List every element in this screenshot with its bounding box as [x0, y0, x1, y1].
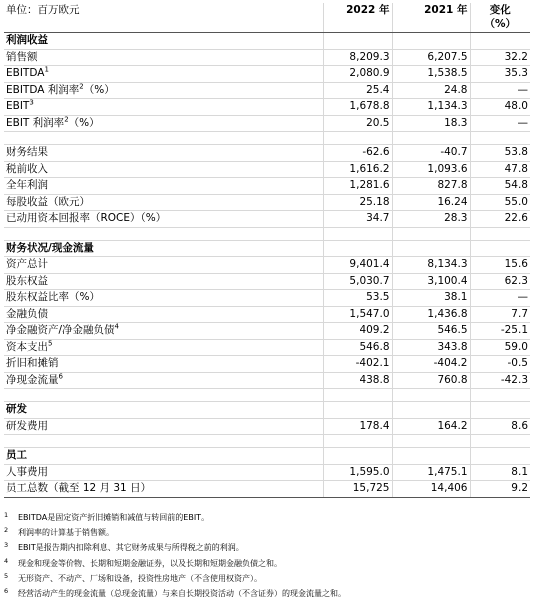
value-2022: 8,209.3 — [323, 49, 392, 66]
footnote-text: EBITDA是固定资产折旧摊销和减值与转回前的EBIT。 — [18, 513, 210, 522]
footnote-text: 现金和现金等价物、长期和短期金融证券，以及长期和短期金融负债之和。 — [18, 558, 282, 568]
value-2022 — [323, 33, 392, 50]
row-label — [4, 178, 323, 195]
row-label-text: 金融负债 — [6, 307, 48, 320]
row-label-text: 财务结果 — [6, 146, 48, 159]
footnote — [4, 586, 530, 601]
table-row — [4, 49, 530, 66]
section-header-row — [4, 33, 530, 50]
value-change — [470, 402, 530, 419]
spacer-row — [4, 435, 530, 448]
footnote-marker: 1 — [44, 65, 49, 74]
value-2021: 28.3 — [392, 211, 470, 228]
value-2022: 1,616.2 — [323, 161, 392, 178]
value-change: 22.6 — [470, 211, 530, 228]
footnote-number: 1 — [4, 511, 9, 519]
unit-label: 单位：百万欧元 — [4, 3, 323, 33]
value-2022: 1,281.6 — [323, 178, 392, 195]
row-label-text: EBIT — [6, 100, 30, 113]
row-label — [4, 66, 323, 83]
footnote — [4, 556, 530, 571]
value-2022 — [323, 448, 392, 465]
column-header-2022: 2022 年 — [323, 3, 392, 33]
footnote-text: 无形资产、不动产、厂场和设备，投资性房地产（不含使用权资产）。 — [18, 573, 262, 583]
value-2022 — [323, 435, 392, 448]
footnote-marker: 6 — [58, 372, 63, 381]
row-label-text: 财务状况/现金流量 — [6, 241, 94, 254]
footnote-number: 3 — [4, 541, 9, 550]
value-2022: 5,030.7 — [323, 273, 392, 290]
value-2021: 6,207.5 — [392, 49, 470, 66]
row-label-text: 股东权益比率（%） — [6, 291, 100, 304]
value-change — [470, 33, 530, 50]
section-header-row — [4, 448, 530, 465]
value-2021 — [392, 227, 470, 240]
section-title — [4, 33, 323, 50]
row-label — [4, 257, 323, 274]
value-2022: 409.2 — [323, 323, 392, 340]
row-label-text: 净金融资产/净金融负债 — [6, 324, 115, 337]
row-label-suffix: （%） — [83, 83, 115, 96]
row-label — [4, 82, 323, 99]
table-row — [4, 178, 530, 195]
row-label-text: 资本支出 — [6, 340, 48, 353]
financial-table — [4, 3, 530, 498]
row-label — [4, 132, 323, 145]
value-2022 — [323, 227, 392, 240]
footnote — [4, 510, 530, 525]
row-label-text: 税前收入 — [6, 162, 48, 175]
table-row — [4, 66, 530, 83]
value-change: — — [470, 115, 530, 132]
value-2022: 1,678.8 — [323, 99, 392, 116]
value-2021: 3,100.4 — [392, 273, 470, 290]
column-header-2021: 2021 年 — [392, 3, 470, 33]
row-label-text: EBITDA 利润率 — [6, 83, 80, 96]
row-label-suffix: （%） — [68, 116, 100, 129]
table-row — [4, 418, 530, 435]
row-label — [4, 389, 323, 402]
value-change: -42.3 — [470, 372, 530, 389]
value-2021 — [392, 402, 470, 419]
value-change: — — [470, 82, 530, 99]
row-label — [4, 481, 323, 498]
footnote-number: 6 — [4, 587, 9, 596]
table-row — [4, 273, 530, 290]
section-title — [4, 402, 323, 419]
value-change: 32.2 — [470, 49, 530, 66]
value-2022: 438.8 — [323, 372, 392, 389]
value-2022: 1,595.0 — [323, 464, 392, 481]
value-change — [470, 448, 530, 465]
footnote — [4, 540, 530, 555]
value-2021: 546.5 — [392, 323, 470, 340]
row-label-text: 研发 — [6, 403, 27, 416]
value-change: 15.6 — [470, 257, 530, 274]
row-label — [4, 435, 323, 448]
value-2021: 8,134.3 — [392, 257, 470, 274]
table-row — [4, 323, 530, 340]
row-label-text: 股东权益 — [6, 274, 48, 287]
table-row — [4, 464, 530, 481]
value-2021: 18.3 — [392, 115, 470, 132]
value-2021: 760.8 — [392, 372, 470, 389]
value-change: 9.2 — [470, 481, 530, 498]
value-2021 — [392, 389, 470, 402]
value-2022: 1,547.0 — [323, 306, 392, 323]
table-row — [4, 356, 530, 373]
value-change: 8.6 — [470, 418, 530, 435]
footnote-text: 经营活动产生的现金流量（总现金流量）与来自长期投资活动（不含证券）的现金流量之和。 — [18, 589, 346, 599]
row-label — [4, 227, 323, 240]
value-change — [470, 389, 530, 402]
value-change: 47.8 — [470, 161, 530, 178]
value-2021: -40.7 — [392, 145, 470, 162]
footnote-number: 2 — [4, 526, 9, 535]
change-header-line1: 变化 — [489, 4, 511, 16]
value-change: 53.8 — [470, 145, 530, 162]
footnote-text: 利润率的计算基于销售额。 — [18, 528, 114, 538]
row-label — [4, 273, 323, 290]
value-2021: 1,538.5 — [392, 66, 470, 83]
row-label — [4, 306, 323, 323]
value-2021: 1,475.1 — [392, 464, 470, 481]
row-label-text: 全年利润 — [6, 179, 48, 192]
row-label — [4, 99, 323, 116]
value-2022: 53.5 — [323, 290, 392, 307]
value-2022 — [323, 132, 392, 145]
value-2022 — [323, 240, 392, 257]
value-2021: 1,134.3 — [392, 99, 470, 116]
value-2021: 164.2 — [392, 418, 470, 435]
value-2021: 827.8 — [392, 178, 470, 195]
section-header-row — [4, 240, 530, 257]
row-label-text: 折旧和摊销 — [6, 357, 59, 370]
row-label-text: 员工总数（截至 12 月 31 日） — [6, 482, 152, 495]
row-label-text: 员工 — [6, 449, 27, 462]
value-change: -25.1 — [470, 323, 530, 340]
table-row — [4, 211, 530, 228]
value-2022: 546.8 — [323, 339, 392, 356]
row-label-text: 资产总计 — [6, 258, 48, 271]
table-row — [4, 290, 530, 307]
row-label — [4, 323, 323, 340]
value-change — [470, 240, 530, 257]
value-2022: 178.4 — [323, 418, 392, 435]
value-2021: 16.24 — [392, 194, 470, 211]
table-row — [4, 145, 530, 162]
value-2021 — [392, 435, 470, 448]
table-row — [4, 481, 530, 498]
value-2022: 25.4 — [323, 82, 392, 99]
change-header-line2: （%） — [484, 18, 517, 30]
value-2021 — [392, 240, 470, 257]
value-change: 48.0 — [470, 99, 530, 116]
value-change: 35.3 — [470, 66, 530, 83]
section-header-row — [4, 402, 530, 419]
table-row — [4, 257, 530, 274]
row-label — [4, 145, 323, 162]
spacer-row — [4, 132, 530, 145]
value-2021: 1,436.8 — [392, 306, 470, 323]
value-2022 — [323, 389, 392, 402]
row-label-text: 人事费用 — [6, 465, 48, 478]
value-change: -0.5 — [470, 356, 530, 373]
table-row — [4, 115, 530, 132]
footnote — [4, 525, 530, 540]
row-label — [4, 418, 323, 435]
row-label-text: 销售额 — [6, 50, 38, 63]
value-2021: 1,093.6 — [392, 161, 470, 178]
row-label — [4, 49, 323, 66]
footnote-marker: 4 — [114, 322, 120, 331]
table-header-row — [4, 3, 530, 33]
footnote — [4, 571, 530, 586]
row-label-text: 利润收益 — [6, 34, 48, 47]
value-change: 55.0 — [470, 194, 530, 211]
row-label-text: EBITDA — [6, 67, 45, 80]
value-change — [470, 435, 530, 448]
row-label-text: 研发费用 — [6, 419, 48, 432]
table-row — [4, 372, 530, 389]
table-row — [4, 82, 530, 99]
footnote-marker: 3 — [29, 98, 34, 107]
row-label — [4, 194, 323, 211]
value-2022: 34.7 — [323, 211, 392, 228]
value-change: 59.0 — [470, 339, 530, 356]
value-2022: 15,725 — [323, 481, 392, 498]
value-change: 7.7 — [470, 306, 530, 323]
footnote-text: EBIT是报告期内扣除利息、其它财务成果与所得税之前的利润。 — [18, 543, 244, 553]
section-title — [4, 240, 323, 257]
row-label-text: 每股收益（欧元） — [6, 195, 90, 208]
value-2021 — [392, 33, 470, 50]
row-label — [4, 339, 323, 356]
row-label — [4, 464, 323, 481]
spacer-row — [4, 227, 530, 240]
value-2022: 20.5 — [323, 115, 392, 132]
row-label-text: EBIT 利润率 — [6, 116, 65, 129]
value-2022: -402.1 — [323, 356, 392, 373]
value-change — [470, 132, 530, 145]
row-label — [4, 290, 323, 307]
table-row — [4, 194, 530, 211]
value-2021: 38.1 — [392, 290, 470, 307]
footnote-marker: 2 — [79, 82, 84, 91]
row-label — [4, 115, 323, 132]
value-2021 — [392, 448, 470, 465]
value-2022: 9,401.4 — [323, 257, 392, 274]
value-2021: 24.8 — [392, 82, 470, 99]
value-2021 — [392, 132, 470, 145]
footnotes — [4, 510, 530, 601]
value-2021: 14,406 — [392, 481, 470, 498]
value-2022: 25.18 — [323, 194, 392, 211]
value-change — [470, 227, 530, 240]
table-row — [4, 339, 530, 356]
row-label-text: 已动用资本回报率（ROCE）（%） — [6, 212, 167, 225]
footnote-number: 4 — [4, 556, 9, 565]
row-label — [4, 356, 323, 373]
footnote-marker: 2 — [64, 115, 69, 124]
table-row — [4, 99, 530, 116]
value-change: 8.1 — [470, 464, 530, 481]
row-label — [4, 161, 323, 178]
value-change: 54.8 — [470, 178, 530, 195]
value-2022: 2,080.9 — [323, 66, 392, 83]
footnote-number: 5 — [4, 571, 9, 580]
value-change: 62.3 — [470, 273, 530, 290]
value-2022 — [323, 402, 392, 419]
value-2022: -62.6 — [323, 145, 392, 162]
spacer-row — [4, 389, 530, 402]
value-change: — — [470, 290, 530, 307]
row-label — [4, 211, 323, 228]
row-label — [4, 372, 323, 389]
value-2021: -404.2 — [392, 356, 470, 373]
value-2021: 343.8 — [392, 339, 470, 356]
table-row — [4, 161, 530, 178]
footnote-marker: 5 — [48, 339, 53, 348]
row-label-text: 净现金流量 — [6, 373, 59, 386]
table-row — [4, 306, 530, 323]
section-title — [4, 448, 323, 465]
column-header-change — [470, 3, 530, 33]
